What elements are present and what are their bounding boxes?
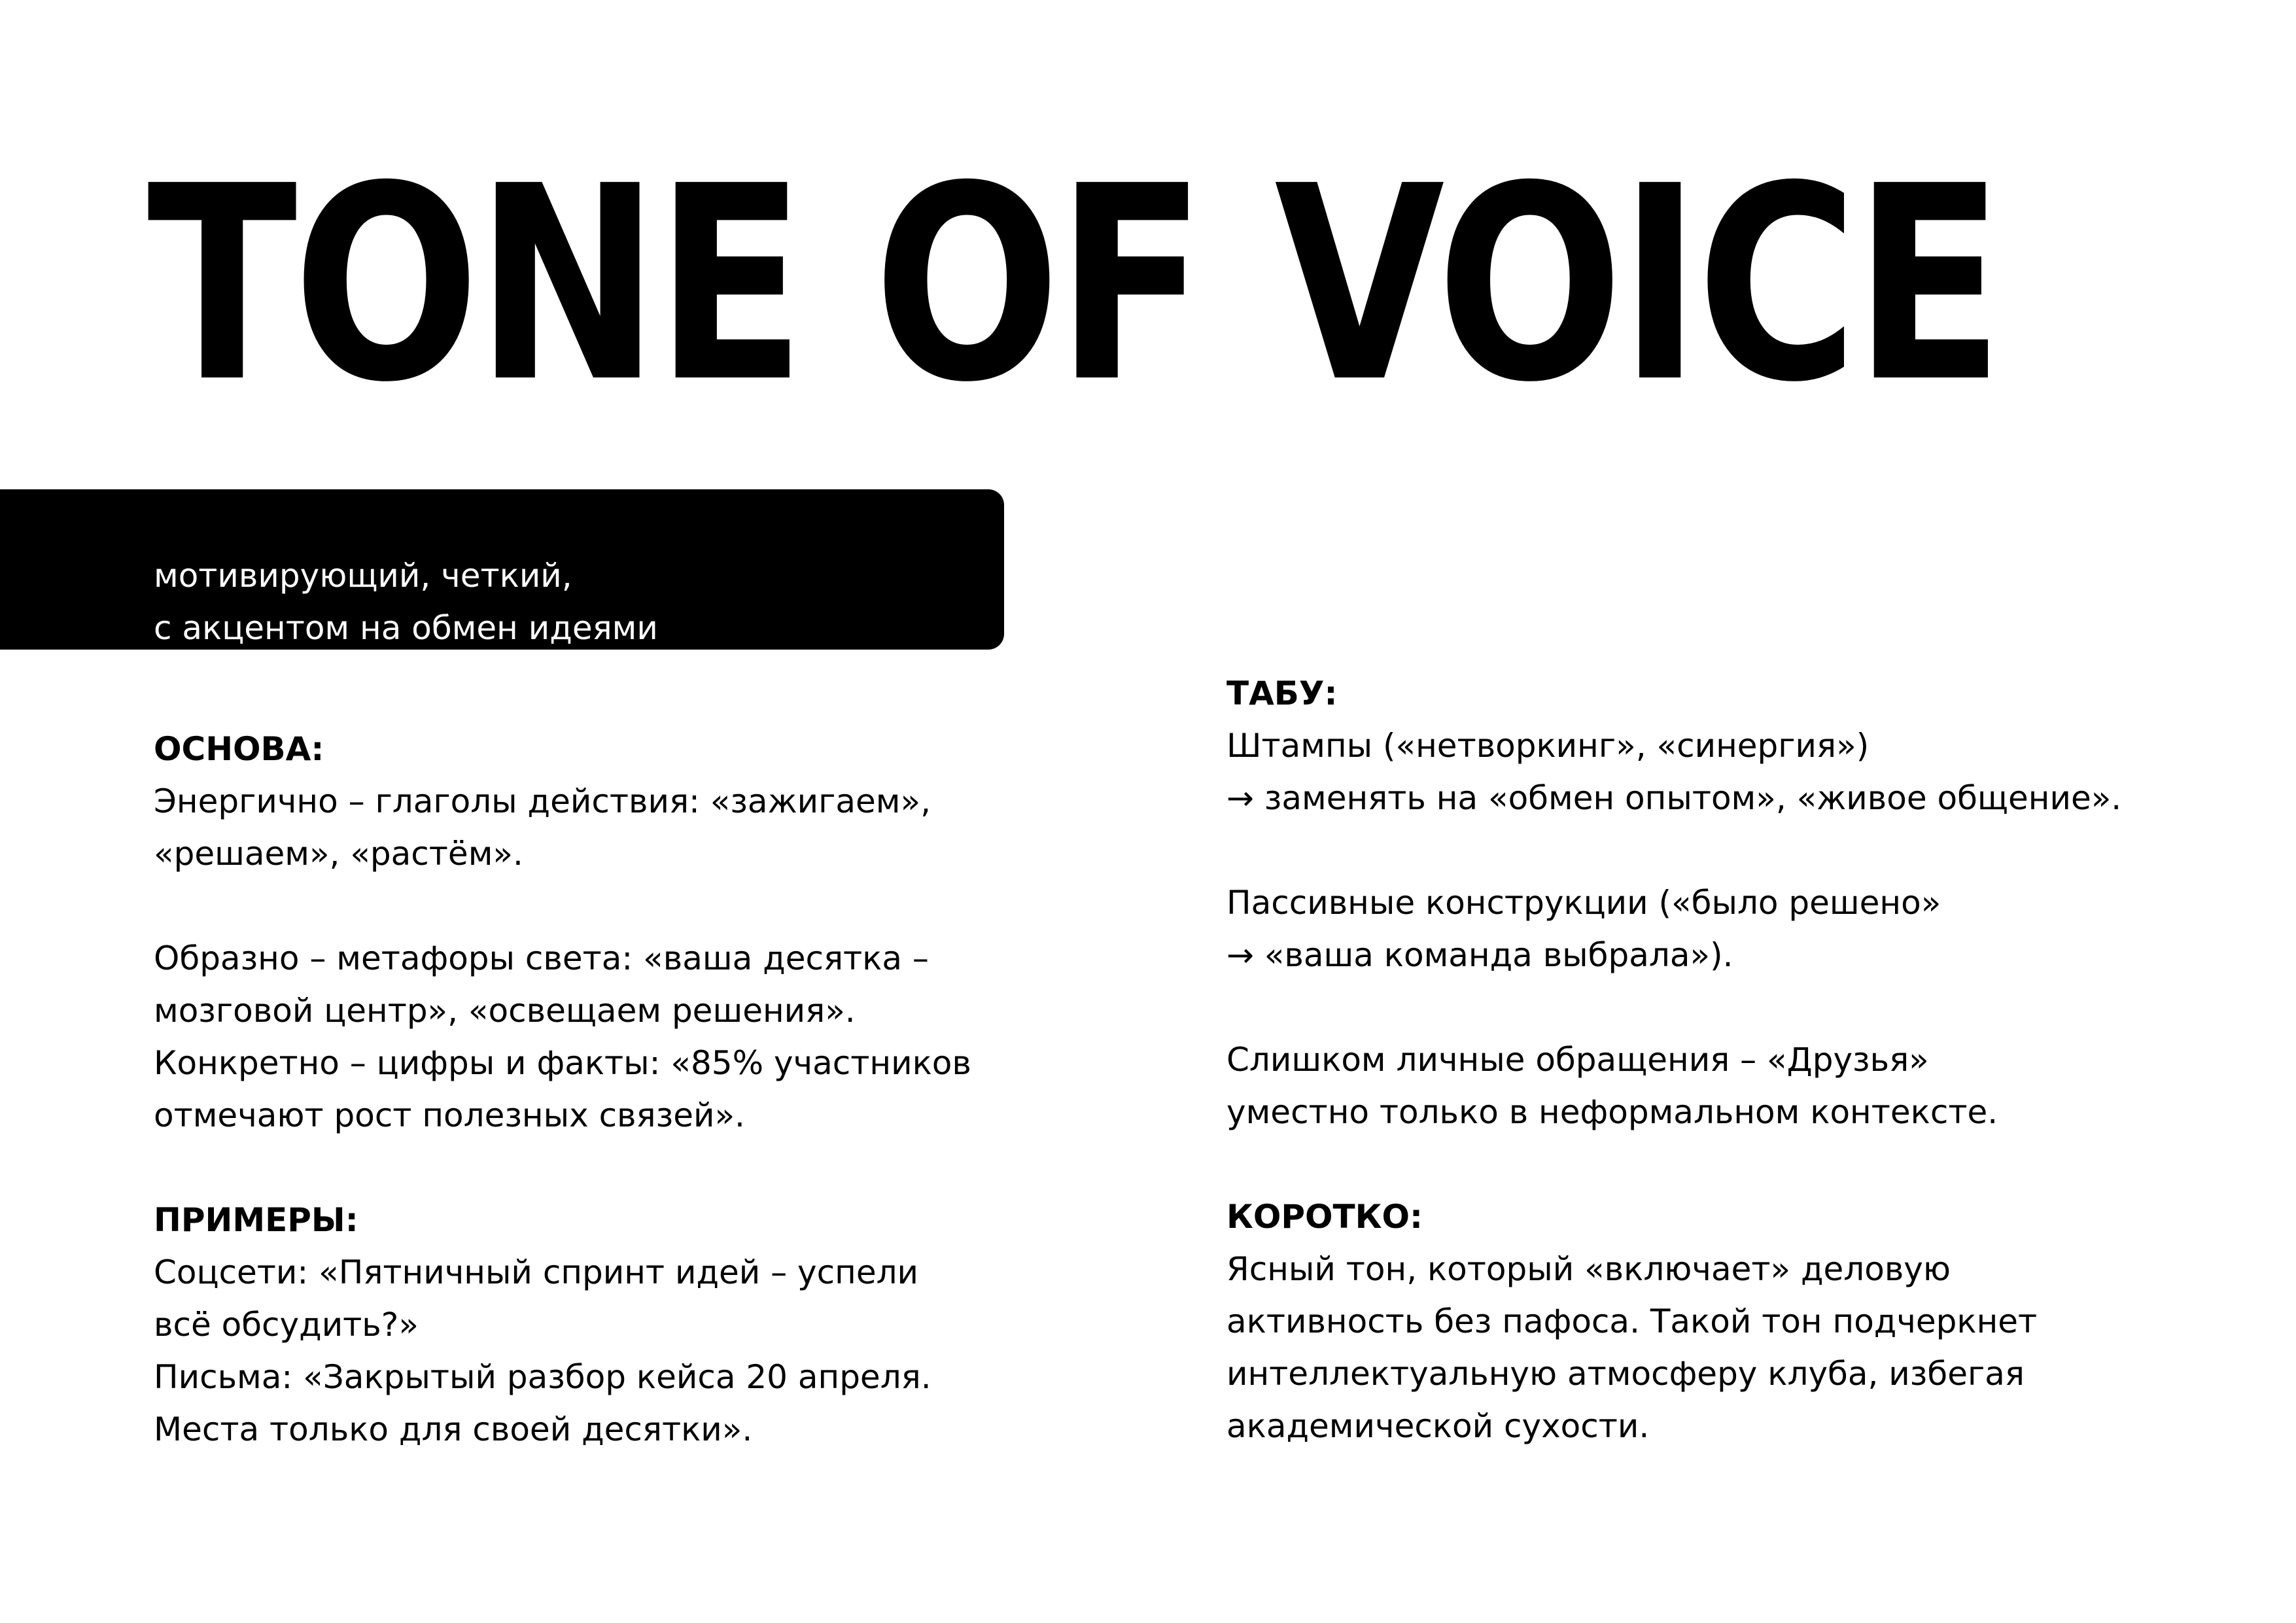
taboo-line: → заменять на «обмен опытом», «живое общение». <box>1226 779 2122 817</box>
taboo-heading: ТАБУ: <box>1226 674 1338 712</box>
spacer <box>154 1142 971 1194</box>
summary-line: Ясный тон, который «включает» деловую <box>1226 1250 1951 1288</box>
taboo-line: уместно только в неформальном контексте. <box>1226 1093 1998 1131</box>
spacer <box>1226 1138 2121 1191</box>
spacer <box>1226 981 2121 1034</box>
page-title: TONE OF VOICE <box>147 128 2000 441</box>
basis-section <box>154 723 971 1142</box>
examples-line: Места только для своей десятки». <box>154 1410 753 1448</box>
taboo-line: Слишком личные обращения – «Друзья» <box>1226 1041 1929 1079</box>
examples-line: Письма: «Закрытый разбор кейса 20 апреля. <box>154 1358 931 1396</box>
left-column <box>154 723 971 1456</box>
examples-line: Соцсети: «Пятничный спринт идей – успели <box>154 1253 919 1291</box>
spacer <box>1226 824 2121 877</box>
basis-line: Конкретно – цифры и факты: «85% участников <box>154 1044 971 1082</box>
examples-line: всё обсудить?» <box>154 1306 419 1344</box>
basis-line: мозговой центр», «освещаем решения». <box>154 992 856 1030</box>
basis-line: «решаем», «растём». <box>154 835 523 873</box>
taboo-line: → «ваша команда выбрала»). <box>1226 936 1733 974</box>
examples-section <box>154 1194 971 1456</box>
summary-heading: КОРОТКО: <box>1226 1198 1423 1236</box>
summary-line: активность без пафоса. Такой тон подчеркнет <box>1226 1302 2038 1340</box>
examples-heading: ПРИМЕРЫ: <box>154 1201 358 1239</box>
basis-heading: ОСНОВА: <box>154 730 324 768</box>
right-column <box>1226 667 2121 1452</box>
summary-line: интеллектуальную атмосферу клуба, избегая <box>1226 1355 2025 1393</box>
basis-line: отмечают рост полезных связей». <box>154 1096 745 1134</box>
summary-section <box>1226 1191 2121 1452</box>
tagline-line: мотивирующий, четкий, <box>154 557 572 595</box>
taboo-line: Штампы («нетворкинг», «синергия») <box>1226 727 1870 765</box>
taboo-line: Пассивные конструкции («было решено» <box>1226 884 1941 922</box>
taboo-section <box>1226 667 2121 1138</box>
basis-line: Энергично – глаголы действия: «зажигаем», <box>154 782 931 820</box>
basis-line: Образно – метафоры света: «ваша десятка – <box>154 939 929 977</box>
summary-line: академической сухости. <box>1226 1407 1650 1445</box>
spacer <box>154 880 971 932</box>
tagline-line: с акцентом на обмен идеями <box>154 609 658 647</box>
